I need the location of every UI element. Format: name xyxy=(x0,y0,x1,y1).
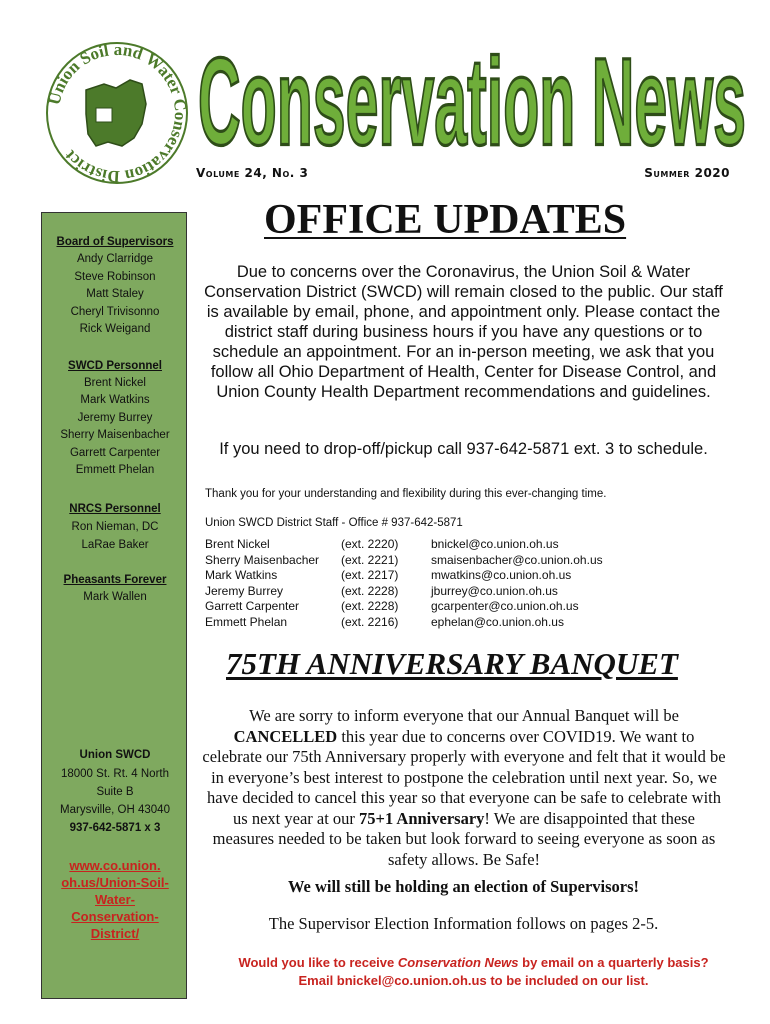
thanks-note: Thank you for your understanding and flexibility during this ever-changing time. xyxy=(205,488,607,500)
cancelled-emphasis: CANCELLED xyxy=(233,726,338,746)
svg-text:Conservation News: Conservation News xyxy=(198,31,746,168)
staff-name: Jeremy Burrey xyxy=(205,583,284,598)
banquet-body xyxy=(202,706,726,870)
email-subscription-offer xyxy=(194,954,753,990)
logo-ring-text: Union Soil and Water Conservation District xyxy=(44,39,191,187)
election-notice: We will still be holding an election of Supervisors! xyxy=(287,877,640,896)
nrcs-member: LaRae Baker xyxy=(81,539,149,551)
sidebar xyxy=(41,212,187,999)
staff-name: Emmett Phelan xyxy=(205,614,288,629)
personnel-member: Brent Nickel xyxy=(84,377,146,389)
nrcs-member: Ron Nieman, DC xyxy=(71,521,159,533)
dropoff-notice: If you need to drop-off/pickup call 937-642-5871 ext. 3 to schedule. xyxy=(219,440,708,458)
board-member: Rick Weigand xyxy=(79,323,151,335)
board-heading: Board of Supervisors xyxy=(56,236,174,248)
district-logo xyxy=(42,38,192,188)
office-updates-body: Due to concerns over the Coronavirus, the Union Soil & Water Conservation District (SWCD) will remain closed to the public. Our staff is available by email, phone, and appointment only. Please contact the district staff during business hours if you have any questions or to schedule an appointment. For an in-person meeting, we ask that you follow all Ohio Department of Health, Center for Disease Control, and Union County Health Department recommendations and guidelines. xyxy=(204,263,723,401)
website-line: oh.us/Union-Soil- xyxy=(61,875,169,890)
staff-name: Brent Nickel xyxy=(205,537,270,551)
staff-email[interactable]: bnickel@co.union.oh.us xyxy=(431,537,559,551)
staff-name: Mark Watkins xyxy=(205,568,278,582)
masthead-title xyxy=(196,18,748,168)
banquet-text: We are sorry to inform everyone that our Annual Banquet will be xyxy=(249,706,679,725)
website-line: Conservation- xyxy=(71,909,159,924)
staff-name: Sherry Maisenbacher xyxy=(205,552,320,567)
personnel-member: Sherry Maisenbacher xyxy=(60,429,170,441)
website-line: www.co.union. xyxy=(69,858,161,873)
staff-directory-header: Union SWCD District Staff - Office # 937-642-5871 xyxy=(205,517,463,529)
staff-ext: (ext. 2217) xyxy=(341,568,399,582)
volume-number: Volume 24, No. 3 xyxy=(196,166,309,180)
email-offer-line1: Would you like to receive Conservation News by email on a quarterly basis? xyxy=(238,955,709,970)
personnel-member: Garrett Carpenter xyxy=(69,447,161,459)
nrcs-personnel-heading: NRCS Personnel xyxy=(69,503,161,515)
staff-name: Garrett Carpenter xyxy=(205,599,300,613)
staff-email[interactable]: smaisenbacher@co.union.oh.us xyxy=(431,552,603,567)
election-pages-note: The Supervisor Election Information follows on pages 2-5. xyxy=(268,914,659,933)
pheasants-member: Mark Wallen xyxy=(83,591,147,603)
office-city: Marysville, OH 43040 xyxy=(60,804,170,816)
staff-email[interactable]: gcarpenter@co.union.oh.us xyxy=(431,599,579,613)
staff-ext: (ext. 2216) xyxy=(341,614,399,629)
staff-ext: (ext. 2220) xyxy=(341,537,399,551)
board-member: Cheryl Trivisonno xyxy=(70,306,160,318)
banquet-text: this year due to concerns over COVID19. We want to celebrate our 75th Anniversary properly with everyone and felt that it would be in everyone’s best interest to postpone the celebration until next year. So, we have decided to cancel this year so that everyone can be safe to celebrate with us next year at our xyxy=(202,726,726,828)
staff-ext: (ext. 2221) xyxy=(341,552,399,567)
staff-ext: (ext. 2228) xyxy=(341,599,399,613)
banquet-text: ! We are disappointed that these measures needed to be taken but look forward to seeing everyone as soon as safety allows. Be Safe! xyxy=(212,808,716,869)
website-line: Water- xyxy=(95,892,135,907)
office-phone: 937-642-5871 x 3 xyxy=(69,822,161,834)
anniversary-emphasis: 75+1 Anniversary xyxy=(359,808,485,828)
staff-email[interactable]: jburrey@co.union.oh.us xyxy=(431,583,558,598)
swcd-personnel-heading: SWCD Personnel xyxy=(68,360,162,372)
website-line: District/ xyxy=(90,926,140,941)
pheasants-forever-heading: Pheasants Forever xyxy=(63,574,167,586)
office-address-line2: Suite B xyxy=(96,786,134,798)
staff-email[interactable]: ephelan@co.union.oh.us xyxy=(431,614,564,629)
staff-names-column xyxy=(205,537,319,630)
board-member: Andy Clarridge xyxy=(76,253,154,265)
office-address-line1: 18000 St. Rt. 4 North xyxy=(60,768,170,780)
personnel-member: Mark Watkins xyxy=(80,394,150,406)
staff-email[interactable]: mwatkins@co.union.oh.us xyxy=(431,568,572,582)
office-name: Union SWCD xyxy=(79,749,151,761)
email-offer-line2[interactable]: Email bnickel@co.union.oh.us to be included on our list. xyxy=(298,973,649,988)
personnel-member: Jeremy Burrey xyxy=(77,412,153,424)
board-member: Matt Staley xyxy=(86,288,144,300)
staff-ext: (ext. 2228) xyxy=(341,583,399,598)
office-updates-title: OFFICE UPDATES xyxy=(264,197,627,243)
board-member: Steve Robinson xyxy=(74,271,156,283)
personnel-member: Emmett Phelan xyxy=(75,464,155,476)
newsletter-name: Conservation News xyxy=(397,955,519,970)
banquet-title: 75TH ANNIVERSARY BANQUET xyxy=(226,646,678,681)
staff-email-column xyxy=(431,537,603,630)
website-link[interactable] xyxy=(42,857,188,942)
issue-season: Summer 2020 xyxy=(644,166,730,180)
staff-ext-column xyxy=(341,537,398,630)
